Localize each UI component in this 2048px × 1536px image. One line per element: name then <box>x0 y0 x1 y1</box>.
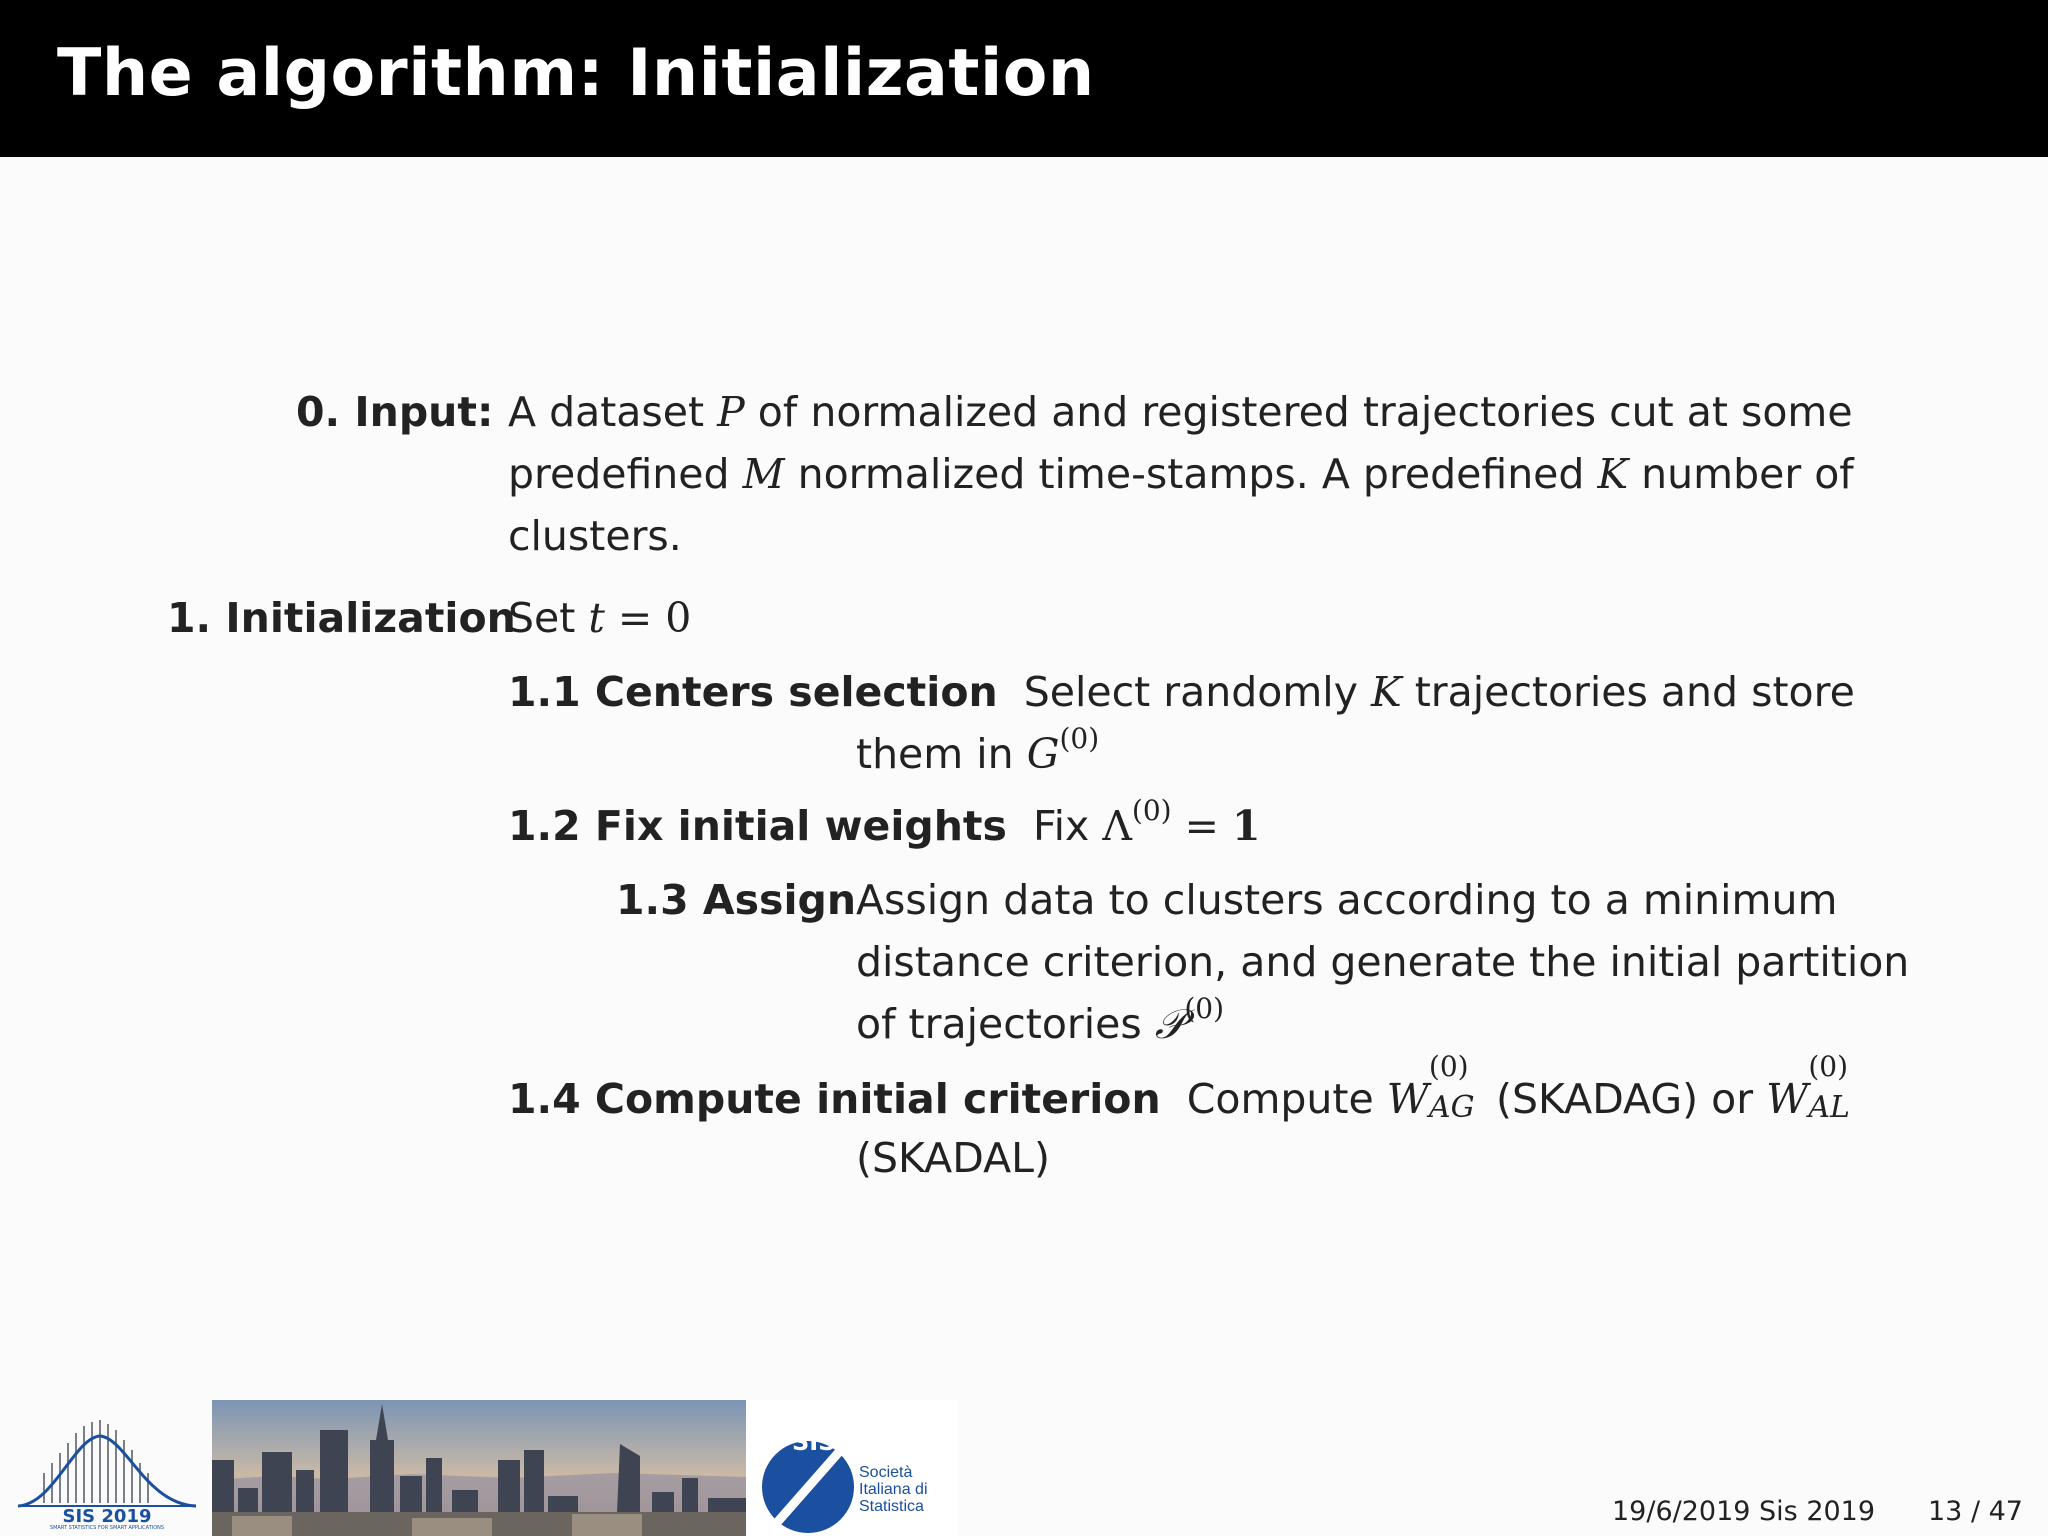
step0-line1: A dataset P of normalized and registered trajectories cut at some <box>508 388 1853 436</box>
city-skyline-image <box>212 1400 746 1536</box>
step1-1-line1: 1.1 Centers selection Select randomly K trajectories and store <box>508 668 1855 716</box>
step1-3-line3: of trajectories 𝒫$^{(0)}$ <box>856 992 1225 1048</box>
step1-4-line2: (SKADAL) <box>856 1134 1050 1182</box>
sis-society-logo <box>746 1400 958 1536</box>
step1-3-line2: distance criterion, and generate the initial partition <box>856 938 1910 986</box>
step1-4-line1: 1.4 Compute initial criterion Compute W (0) AG (SKADAG) or W (0) AL <box>508 1050 1850 1125</box>
step0-line3: clusters. <box>508 512 682 560</box>
step0-label: 0. Input: <box>296 388 494 436</box>
step1-label: 1. Initialization <box>167 594 516 642</box>
title-bar <box>0 0 2048 157</box>
step1-2-line: 1.2 Fix initial weights Fix $\Lambda^{(0)} = 1$ <box>508 794 1261 850</box>
sis-org-name: Società Italiana di Statistica <box>859 1464 928 1515</box>
step1-text: Set t = 0 <box>508 594 692 642</box>
step1-1-line2: them in $G^{(0)}$ <box>856 722 1100 778</box>
sis2019-logo <box>14 1418 200 1530</box>
footer-date-event: 19/6/2019 Sis 2019 <box>1612 1496 1876 1527</box>
step1-3-line1: Assign data to clusters according to a minimum <box>856 876 1838 924</box>
sis2019-logo-subtext: SMART STATISTICS FOR SMART APPLICATIONS <box>49 1525 165 1530</box>
page-number: 13 / 47 <box>1928 1496 2023 1527</box>
sis-badge-text: SIS <box>792 1428 836 1456</box>
step0-line2: predefined M normalized time-stamps. A predefined K number of <box>508 450 1854 498</box>
slide-title: The algorithm: Initialization <box>57 36 1095 111</box>
step1-3-label: 1.3 Assign <box>616 876 857 924</box>
sis2019-logo-text: SIS 2019 <box>62 1506 152 1527</box>
